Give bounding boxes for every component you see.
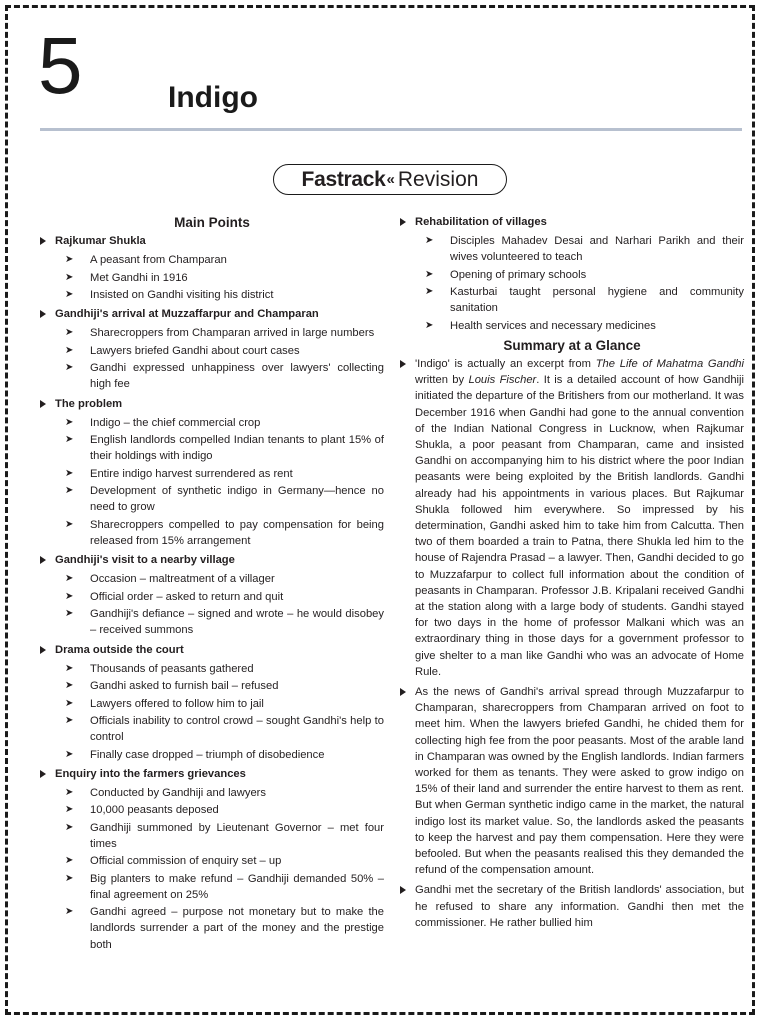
arrowhead-bullet-icon: ➤ [65,680,74,692]
arrowhead-bullet-icon: ➤ [65,590,74,602]
summary-paragraph: As the news of Gandhi's arrival spread through Muzzafarpur to Champaran, sharecroppers from Champaran arrived on foot to meet him. When the lawyers briefed Gandhi, he chided them for collecting high fee from the poor peasants. Most of the arable land in Champaran was owned by the English landlords. Indian farmers worked for them as tenants. They were asked to grow indigo on 15% of their land and surrender the entire harvest to them as rent. But when German synthetic indigo came in the market, the natural indigo lost its market value. So, the landlords asked the peasants to keep the harvest and pay them compensation. Here they were befooled. But when the peasants realised this they demanded the refund of the compensation amount. [400,684,744,878]
arrowhead-bullet-icon: ➤ [65,872,74,884]
list-item: ➤ Kasturbai taught personal hygiene and community sanitation [425,286,744,315]
list-item: ➤ A peasant from Champaran [40,252,384,268]
list-item: ➤ Sharecroppers compelled to pay compensation for being released from 15% arrangement [65,518,384,547]
left-column [40,214,384,956]
triangle-bullet-icon [40,646,46,654]
arrowhead-bullet-icon: ➤ [65,697,74,709]
main-points-heading: Main Points [174,215,250,230]
chevron-double-left-icon: « [386,170,395,188]
point-group [40,233,384,303]
arrowhead-bullet-icon: ➤ [65,906,74,918]
group-title: Gandhiji's visit to a nearby village [40,552,384,568]
list-item: ➤ Lawyers briefed Gandhi about court cases [40,343,384,359]
arrowhead-bullet-icon: ➤ [65,288,74,300]
list-item: ➤ Conducted by Gandhiji and lawyers [40,785,384,801]
arrowhead-bullet-icon: ➤ [65,327,74,339]
arrowhead-bullet-icon: ➤ [65,573,74,585]
arrowhead-bullet-icon: ➤ [425,319,434,331]
right-column [400,214,744,935]
triangle-bullet-icon [400,886,406,894]
list-item: ➤ Sharecroppers from Champaran arrived in large numbers [40,325,384,341]
list-item: ➤ Opening of primary schools [400,267,744,283]
triangle-bullet-icon [40,400,46,408]
fastrack-revision-badge [273,164,507,195]
list-item: ➤ Official commission of enquiry set – up [40,853,384,869]
list-item: ➤ Gandhi agreed – purpose not monetary but to make the landlords surrender a part of the money and the prestige both [65,906,384,951]
point-group [40,552,384,638]
point-group [40,396,384,550]
list-item: ➤ Occasion – maltreatment of a villager [40,571,384,587]
arrowhead-bullet-icon: ➤ [65,608,74,620]
triangle-bullet-icon [40,310,46,318]
group-title: Gandhiji's arrival at Muzzaffarpur and Champaran [40,306,384,322]
arrowhead-bullet-icon: ➤ [65,254,74,266]
arrowhead-bullet-icon: ➤ [65,804,74,816]
point-group [400,214,744,334]
group-title: Drama outside the court [40,642,384,658]
list-item: ➤ Official order – asked to return and quit [40,589,384,605]
triangle-bullet-icon [400,218,406,226]
summary-heading: Summary at a Glance [503,337,641,353]
arrowhead-bullet-icon: ➤ [65,362,74,374]
triangle-bullet-icon [40,556,46,564]
arrowhead-bullet-icon: ➤ [425,235,434,247]
group-title: Rehabilitation of villages [400,214,744,230]
badge-label: Revision [397,167,479,191]
header-divider [40,128,742,131]
chapter-number: 5 [38,21,81,110]
arrowhead-bullet-icon: ➤ [65,344,74,356]
group-title: The problem [40,396,384,412]
list-item: ➤ Gandhi expressed unhappiness over lawyers' collecting high fee [65,362,384,391]
arrowhead-bullet-icon: ➤ [65,786,74,798]
list-item: ➤ Indigo – the chief commercial crop [40,415,384,431]
badge-brand: Fastrack [301,167,386,191]
arrowhead-bullet-icon: ➤ [65,662,74,674]
group-title: Enquiry into the farmers grievances [40,766,384,782]
arrowhead-bullet-icon: ➤ [65,748,74,760]
list-item: ➤ Big planters to make refund – Gandhiji demanded 50% – final agreement on 25% [65,872,384,901]
point-group [40,306,384,392]
triangle-bullet-icon [40,237,46,245]
arrowhead-bullet-icon: ➤ [65,855,74,867]
list-item: ➤ Gandhiji's defiance – signed and wrote – he would disobey – received summons [65,608,384,637]
arrowhead-bullet-icon: ➤ [65,467,74,479]
triangle-bullet-icon [400,360,406,368]
triangle-bullet-icon [40,770,46,778]
group-title: Rajkumar Shukla [40,233,384,249]
arrowhead-bullet-icon: ➤ [65,821,74,833]
arrowhead-bullet-icon: ➤ [425,268,434,280]
list-item: ➤ Gandhi asked to furnish bail – refused [40,678,384,694]
list-item: ➤ Gandhiji summoned by Lieutenant Governor – met four times [65,821,384,850]
triangle-bullet-icon [400,688,406,696]
list-item: ➤ Disciples Mahadev Desai and Narhari Parikh and their wives volunteered to teach [425,235,744,264]
list-item: ➤ Entire indigo harvest surrendered as rent [40,466,384,482]
list-item: ➤ Lawyers offered to follow him to jail [40,696,384,712]
list-item: ➤ 10,000 peasants deposed [40,802,384,818]
arrowhead-bullet-icon: ➤ [65,518,74,530]
list-item: ➤ English landlords compelled Indian tenants to plant 15% of their holdings with indigo [65,434,384,463]
arrowhead-bullet-icon: ➤ [65,485,74,497]
arrowhead-bullet-icon: ➤ [425,286,434,298]
list-item: ➤ Thousands of peasants gathered [40,661,384,677]
list-item: ➤ Development of synthetic indigo in Germany—hence no need to grow [65,485,384,514]
list-item: ➤ Finally case dropped – triumph of disobedience [40,747,384,763]
point-group [40,642,384,763]
arrowhead-bullet-icon: ➤ [65,271,74,283]
summary-paragraph: 'Indigo' is actually an excerpt from The Life of Mahatma Gandhi written by Louis Fischer. It is a detailed account of how Gandhiji initiated the departure of the Britishers from our motherland. It was December 1916 when Gandhi had gone to the annual convention of the Indian National Congress in Lucknow, when Rajkumar Shukla, a poor peasant from Champaran, came and insisted Gandhi on accompanying him to his district where the poor Indian peasants were being exploited by the British landlords. Gandhi already had his appointments in various places. But Rajkumar Shukla followed him everywhere. So impressed by his determination, Gandhi asked him to take him from Calcutta. Then two of them boarded a train to Patna, there Shukla led him to the house of Rajendra Prasad – a lawyer. Then, Gandhi decided to go to Muzzafarpur to collect full information about the condition of peasants in Champaran. Professor J.B. Kripalani received Gandhi at the station along with a large body of students. Gandhi stayed for two days in the home of professor Malkani which was an extraordinary thing in those days for a government professor to give shelter to a man like Gandhi who was an advocate of Home Rule. [400,356,744,680]
arrowhead-bullet-icon: ➤ [65,714,74,726]
list-item: ➤ Health services and necessary medicines [400,318,744,334]
summary-paragraph: Gandhi met the secretary of the British landlords' association, but he refused to share any information. Gandhi then met the commissioner. He rather bullied him [400,882,744,931]
arrowhead-bullet-icon: ➤ [65,434,74,446]
list-item: ➤ Insisted on Gandhi visiting his district [40,287,384,303]
list-item: ➤ Officials inability to control crowd – sought Gandhi's help to control [65,714,384,744]
chapter-title: Indigo [168,81,258,114]
list-item: ➤ Met Gandhi in 1916 [40,270,384,286]
point-group [40,766,384,953]
arrowhead-bullet-icon: ➤ [65,416,74,428]
